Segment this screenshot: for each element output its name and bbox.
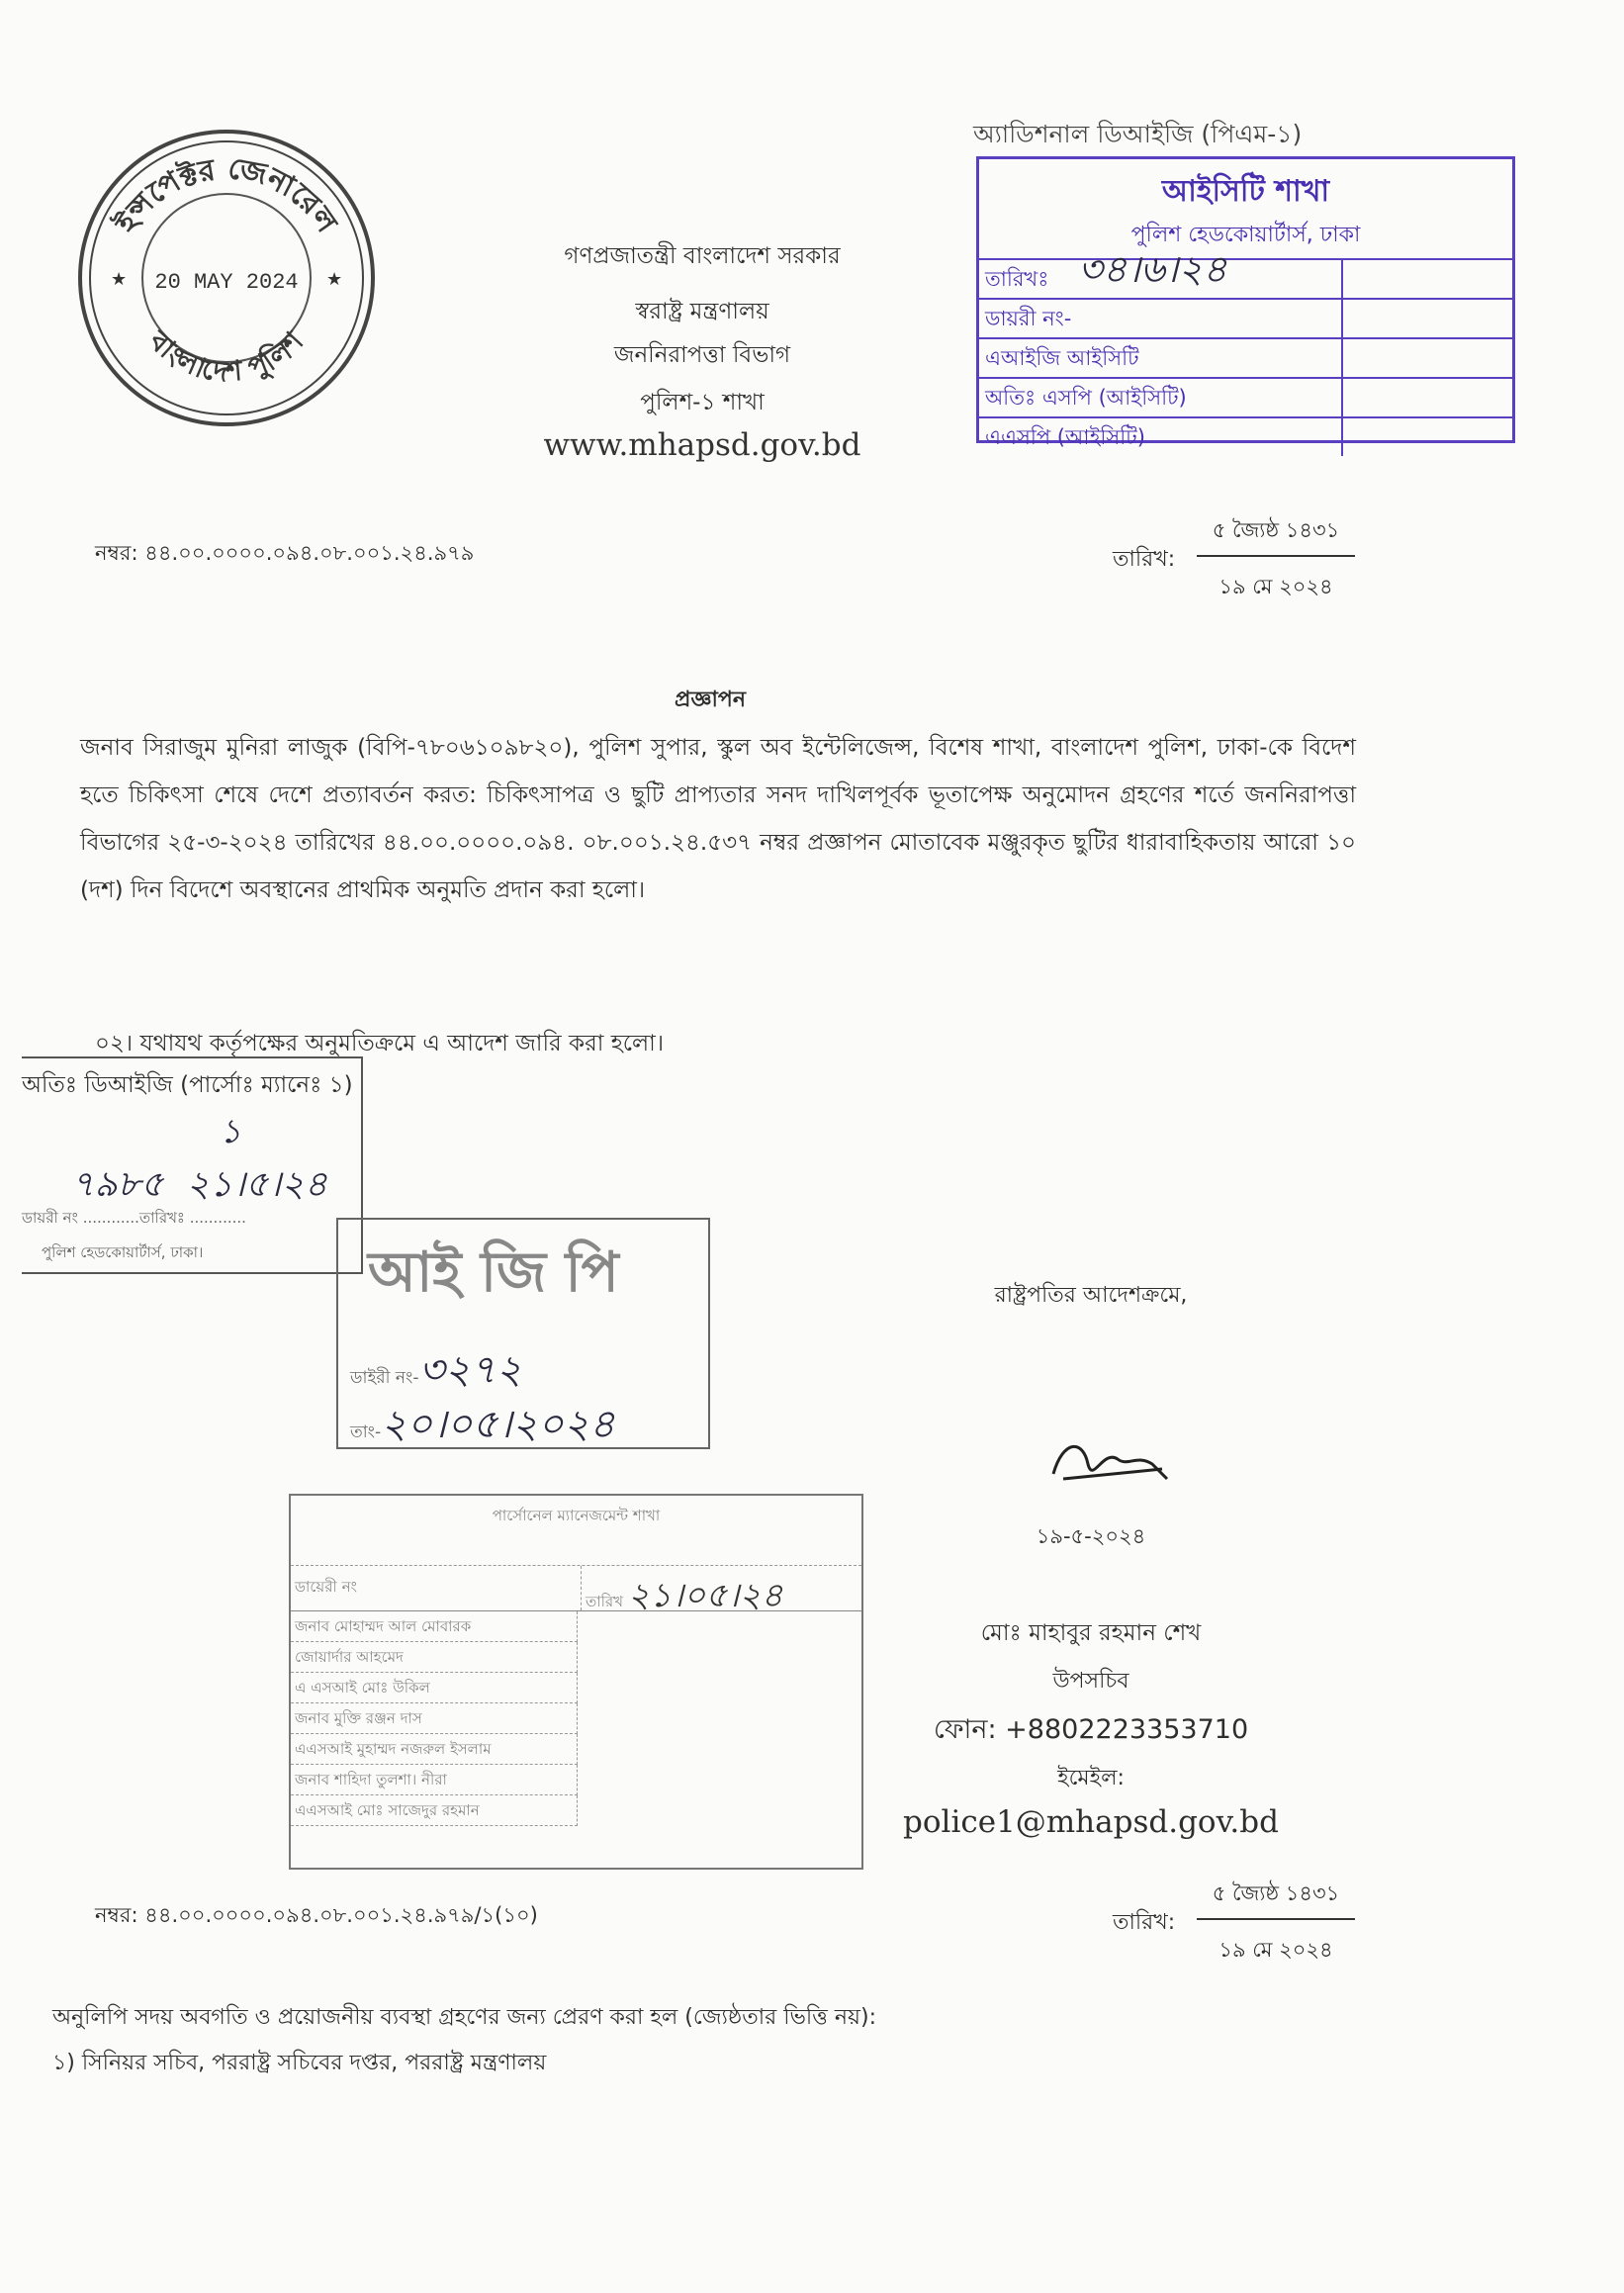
memo-date-bangla: ৫ জ্যৈষ্ঠ ১৪৩১ bbox=[1197, 514, 1355, 557]
diary-row: জোয়ার্দার আহমেদ bbox=[291, 1642, 578, 1673]
notification-body: জনাব সিরাজুম মুনিরা লাজুক (বিপি-৭৮০৬১০৯৮২০), পুলিশ সুপার, স্কুল অব ইন্টেলিজেন্স, বিশেষ শাখা, বাংলাদেশ পুলিশ, ঢাকা-কে বিদেশ হতে চিকিৎসা শেষে দেশে প্রত্যাবর্তন করত: চিকিৎসাপত্র ও ছুটি প্রাপ্যতার সনদ দাখিলপূর্বক ভূতাপেক্ষ অনুমোদন গ্রহণের শর্তে জননিরাপত্তা বিভাগের ২৫-৩-২০২৪ তারিখের ৪৪.০০.০০০০.০৯৪. ০৮.০০১.২৪.৫৩৭ নম্বর প্রজ্ঞাপন মোতাবেক মঞ্জুরকৃত ছুটির ধারাবাহিকতায় আরো ১০ (দশ) দিন বিদেশে অবস্থানের প্রাথমিক অনুমতি প্রদান করা হলো। bbox=[80, 735, 1356, 903]
diary-date-label: তারিখ bbox=[586, 1593, 623, 1610]
ict-stamp-subtitle: পুলিশ হেডকোয়ার্টার্স, ঢাকা bbox=[979, 218, 1512, 260]
diary-row: এ এসআই মোঃ উকিল bbox=[291, 1673, 578, 1703]
ict-row-label: এআইজি আইসিটি bbox=[979, 339, 1343, 377]
diary-register-stamp bbox=[289, 1494, 863, 1870]
left-stamp-fields: ডায়রী নং ............তারিখঃ ............ bbox=[22, 1209, 246, 1227]
svg-text:বাংলাদেশ পুলিশ bbox=[142, 323, 312, 388]
stamp-bottom-text: বাংলাদেশ পুলিশ bbox=[142, 324, 311, 389]
copy-date-bangla: ৫ জ্যৈষ্ঠ ১৪৩১ bbox=[1197, 1878, 1355, 1920]
left-stamp-mark: ১ bbox=[220, 1112, 242, 1151]
paragraph-2: ০২। যথাযথ কর্তৃপক্ষের অনুমতিক্রমে এ আদেশ জারি করা হলো। bbox=[95, 1031, 665, 1056]
igp-stamp bbox=[336, 1218, 710, 1449]
left-stamp-handwritten-entry: ৭৯৮৫ ২১।৫।২৪ bbox=[71, 1164, 328, 1205]
notification-title: প্রজ্ঞাপন bbox=[675, 688, 746, 712]
copy-memo-date bbox=[1197, 1878, 1355, 1969]
igp-date-label: তাং- bbox=[350, 1422, 382, 1442]
ict-row-label: তারিখঃ bbox=[985, 267, 1049, 291]
signatory-name: মোঃ মাহাবুর রহমান শেখ bbox=[980, 1620, 1202, 1646]
ict-row-label: এএসপি (আইসিটি) bbox=[979, 418, 1343, 456]
diary-date-handwritten: ২১।০৫।২৪ bbox=[627, 1576, 783, 1615]
diary-row: জনাব মোহাম্মদ আল মোবারক bbox=[291, 1611, 578, 1642]
president-order: রাষ্ট্রপতির আদেশক্রমে, bbox=[994, 1283, 1188, 1308]
memo-date bbox=[1197, 514, 1355, 605]
ict-row-label: অতিঃ এসপি (আইসিটি) bbox=[979, 379, 1343, 416]
diary-row: জনাব শাহিদা তুলশা। নীরা bbox=[291, 1765, 578, 1795]
memo-date-label: তারিখ: bbox=[1113, 547, 1176, 572]
svg-text:★: ★ bbox=[111, 269, 128, 290]
distribution-intro: অনুলিপি সদয় অবগতি ও প্রয়োজনীয় ব্যবস্থা গ্রহণের জন্য প্রেরণ করা হল (জ্যেষ্ঠতার ভিত্তি নয়): bbox=[52, 2005, 876, 2030]
header-government: গণপ্রজাতন্ত্রী বাংলাদেশ সরকার bbox=[564, 243, 841, 269]
diary-header: পার্সোনেল ম্যানেজমেন্ট শাখা bbox=[291, 1496, 861, 1566]
igp-date: ২০।০৫।২০২৪ bbox=[381, 1402, 615, 1447]
header-branch: পুলিশ-১ শাখা bbox=[640, 390, 765, 415]
copy-memo-number: নম্বর: ৪৪.০০.০০০০.০৯৪.০৮.০০১.২৪.৯৭৯/১(১০) bbox=[95, 1903, 538, 1927]
copy-date-label: তারিখ: bbox=[1113, 1910, 1176, 1935]
diary-row: এএসআই মোঃ সাজেদুর রহমান bbox=[291, 1795, 578, 1826]
signature-icon bbox=[1043, 1429, 1172, 1503]
stamp-top-text: ইন্সপেক্টর জেনারেল bbox=[109, 150, 344, 239]
ig-round-stamp bbox=[73, 125, 380, 431]
header-website: www.mhapsd.gov.bd bbox=[543, 427, 861, 463]
igp-diary-number: ৩২৭২ bbox=[418, 1347, 522, 1393]
addl-dig-note: অ্যাডিশনাল ডিআইজি (পিএম-১) bbox=[973, 120, 1303, 148]
ict-branch-stamp bbox=[976, 156, 1515, 449]
igp-stamp-title: আই জি পি bbox=[368, 1240, 619, 1305]
signatory-email: police1@mhapsd.gov.bd bbox=[903, 1804, 1279, 1840]
ict-date-handwritten: ৩৪।৬।২৪ bbox=[1078, 247, 1227, 291]
header-division: জননিরাপত্তা বিভাগ bbox=[613, 342, 791, 368]
distribution-item: ১) সিনিয়র সচিব, পররাষ্ট্র সচিবের দপ্তর, পররাষ্ট্র মন্ত্রণালয় bbox=[52, 2051, 547, 2075]
memo-date-english: ১৯ মে ২০২৪ bbox=[1218, 575, 1333, 598]
ict-row-label: ডায়রী নং- bbox=[979, 300, 1343, 337]
diary-number-label: ডায়েরী নং bbox=[291, 1566, 582, 1610]
left-stamp-footer: পুলিশ হেডকোয়ার্টার্স, ঢাকা। bbox=[42, 1243, 204, 1261]
signatory-phone: ফোন: +8802223353710 bbox=[933, 1714, 1249, 1745]
stamp-date: 20 MAY 2024 bbox=[154, 270, 299, 295]
copy-date-english: ১৯ মে ২০২৪ bbox=[1218, 1938, 1333, 1962]
svg-text:ইন্সপেক্টর জেনারেল bbox=[108, 151, 345, 240]
personnel-management-stamp bbox=[22, 1056, 363, 1274]
igp-diary-label: ডাইরী নং- bbox=[350, 1368, 419, 1388]
signatory-designation: উপসচিব bbox=[1052, 1669, 1129, 1694]
diary-row: এএসআই মুহাম্মদ নজরুল ইসলাম bbox=[291, 1734, 578, 1765]
signature-date: ১৯-৫-২০২৪ bbox=[1036, 1524, 1146, 1548]
memo-number: নম্বর: ৪৪.০০.০০০০.০৯৪.০৮.০০১.২৪.৯৭৯ bbox=[95, 541, 475, 565]
diary-row: জনাব মুক্তি রঞ্জন দাস bbox=[291, 1703, 578, 1734]
left-stamp-title: অতিঃ ডিআইজি (পার্সোঃ ম্যানেঃ ১) bbox=[22, 1072, 353, 1098]
header-ministry: স্বরাষ্ট্র মন্ত্রণালয় bbox=[635, 299, 769, 324]
ict-stamp-title: আইসিটি শাখা bbox=[1161, 174, 1330, 209]
svg-text:★: ★ bbox=[326, 269, 343, 290]
signatory-email-label: ইমেইল: bbox=[1057, 1766, 1125, 1790]
